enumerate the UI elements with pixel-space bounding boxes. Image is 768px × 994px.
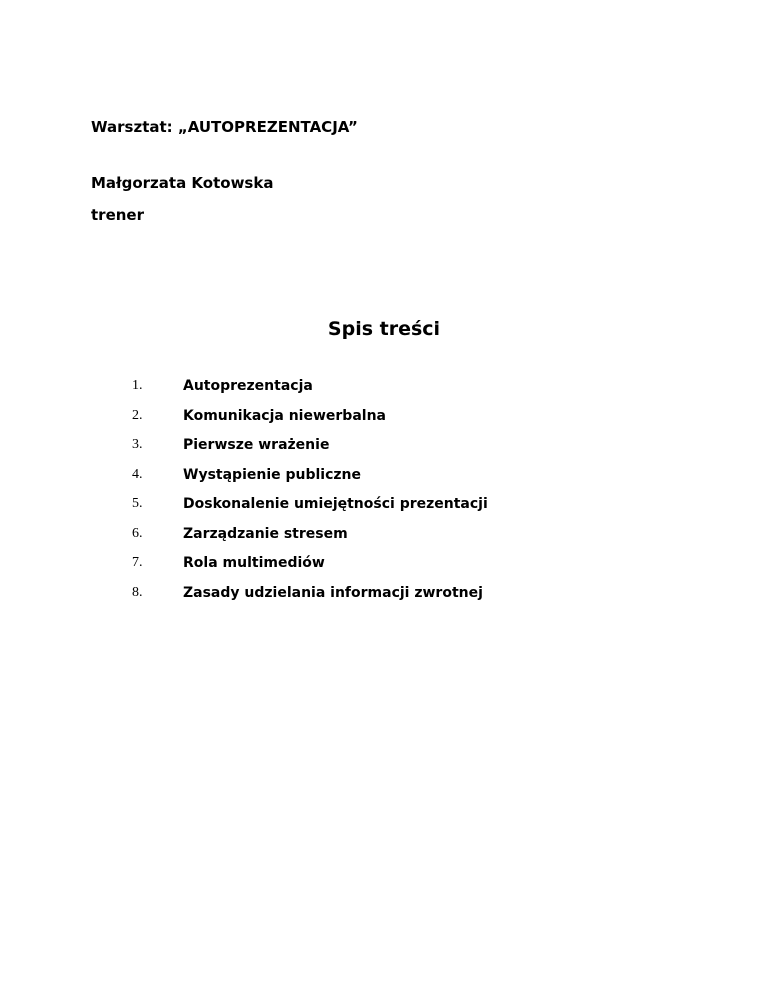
toc-item <box>0 406 768 436</box>
toc-item-number: 6. <box>132 525 143 541</box>
toc-item <box>0 494 768 524</box>
toc-item <box>0 435 768 465</box>
toc-item <box>0 583 768 613</box>
toc-item-title: Zasady udzielania informacji zwrotnej <box>183 584 483 601</box>
author-name: Małgorzata Kotowska <box>91 174 274 192</box>
toc-item-number: 1. <box>132 378 143 393</box>
toc-item <box>0 376 768 406</box>
toc-item-title: Wystąpienie publiczne <box>183 466 362 483</box>
toc-item-number: 2. <box>132 407 143 423</box>
toc-item-title: Zarządzanie stresem <box>183 525 348 542</box>
toc-heading: Spis treści <box>327 318 441 340</box>
toc-item-number: 7. <box>132 555 143 570</box>
workshop-title: Warsztat: „AUTOPREZENTACJA” <box>91 118 358 136</box>
toc-item-number: 8. <box>132 584 143 600</box>
author-role: trener <box>91 206 144 224</box>
toc-item-number: 4. <box>132 466 143 482</box>
toc-list <box>0 376 768 612</box>
toc-item <box>0 553 768 583</box>
toc-item <box>0 465 768 495</box>
toc-item-title: Doskonalenie umiejętności prezentacji <box>183 496 488 512</box>
toc-item <box>0 524 768 554</box>
toc-item-number: 3. <box>132 437 143 452</box>
toc-item-title: Pierwsze wrażenie <box>183 437 330 453</box>
toc-item-title: Komunikacja niewerbalna <box>183 407 386 424</box>
toc-item-title: Rola multimediów <box>183 555 325 571</box>
toc-item-title: Autoprezentacja <box>183 378 313 394</box>
toc-item-number: 5. <box>132 496 143 511</box>
